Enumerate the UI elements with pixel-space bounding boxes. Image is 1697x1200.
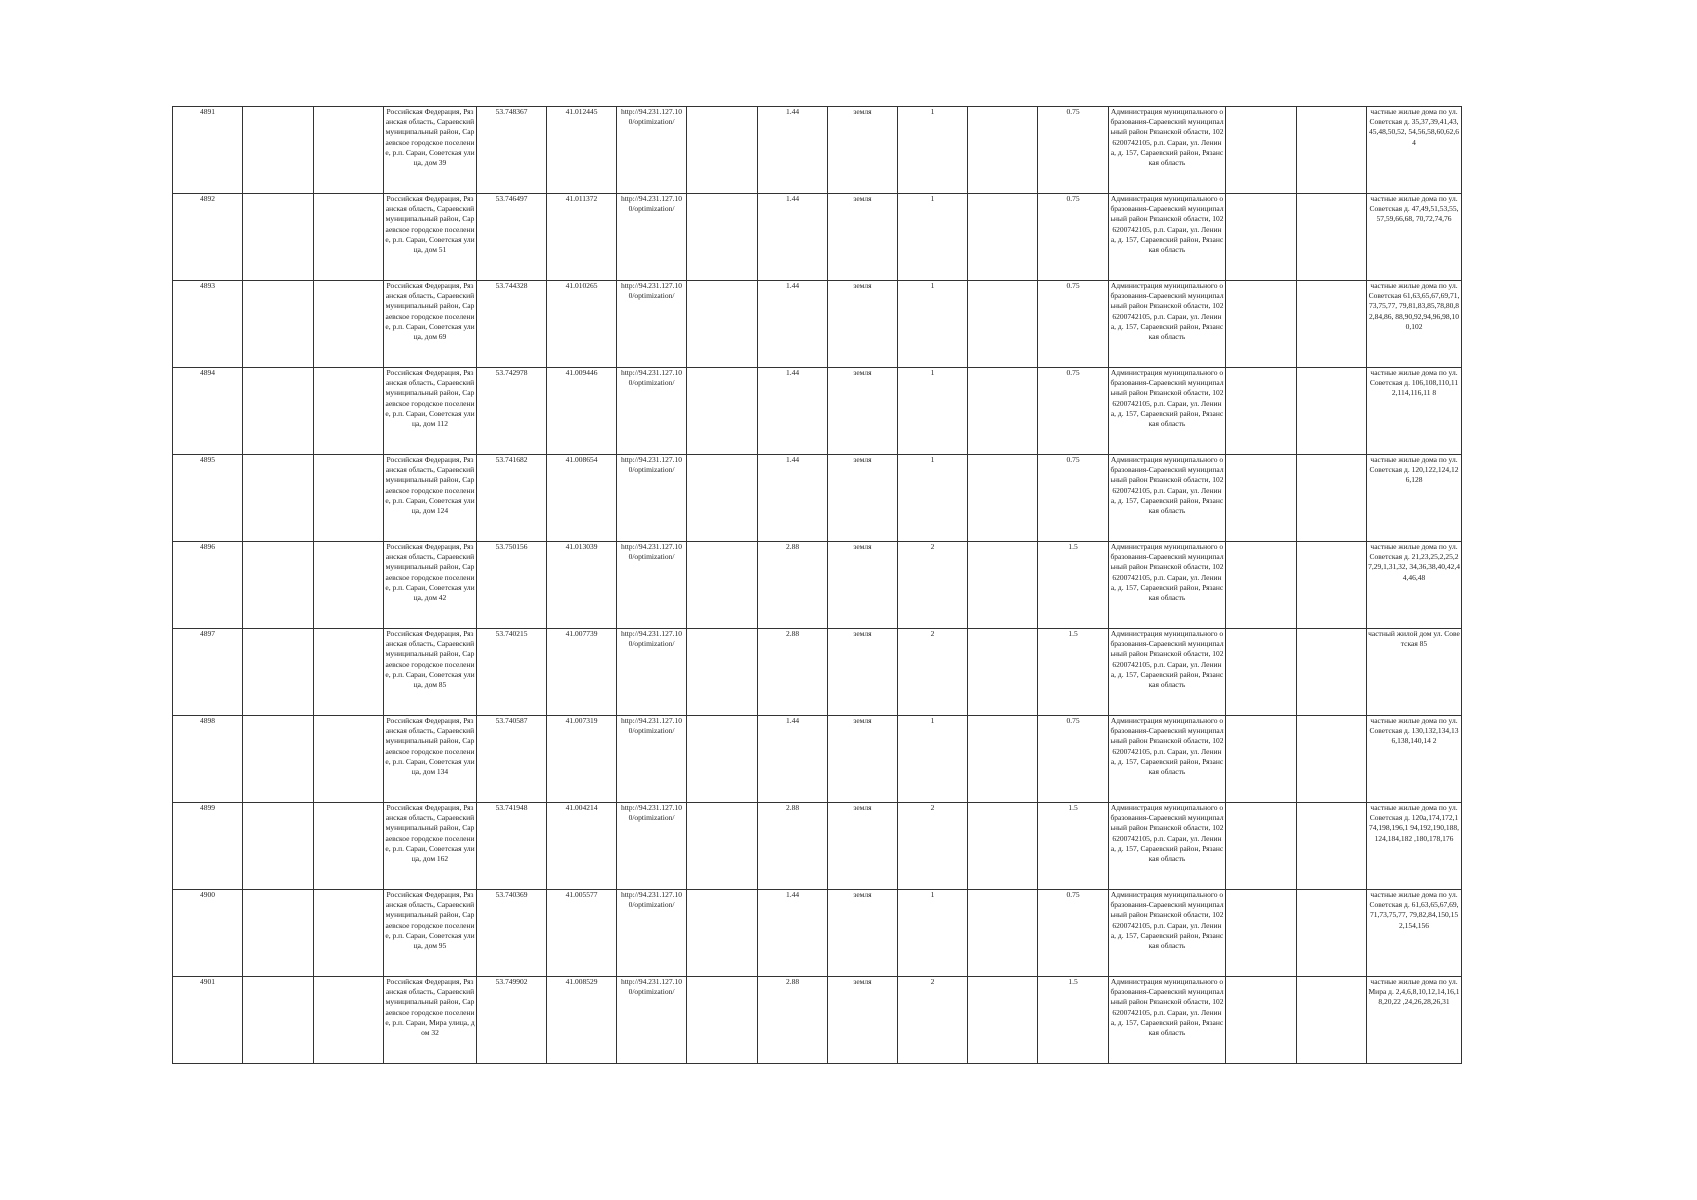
table-row (173, 716, 1462, 803)
table-row (173, 194, 1462, 281)
longitude-cell: 41.007319 (547, 716, 617, 803)
latitude-cell: 53.749902 (477, 977, 547, 1064)
empty-cell (1297, 803, 1367, 890)
row-id: 4893 (173, 281, 243, 368)
table-row (173, 455, 1462, 542)
url-cell: http://94.231.127.10 0/optimization/ (617, 542, 687, 629)
address-cell: Российская Федерация, Рязанская область, Сараевский муниципальный район, Сараевское городское поселение, р.п. Сараи, Советская улица, дом 69 (384, 281, 477, 368)
empty-cell (243, 281, 314, 368)
volume-cell: 1.5 (1038, 803, 1109, 890)
empty-cell (1226, 629, 1297, 716)
empty-cell (1226, 368, 1297, 455)
container-count-cell: 1 (898, 716, 968, 803)
empty-cell (1297, 455, 1367, 542)
empty-cell (1226, 194, 1297, 281)
empty-cell (243, 890, 314, 977)
latitude-cell: 53.741682 (477, 455, 547, 542)
container-count-cell: 1 (898, 368, 968, 455)
sources-cell: частные жилые дома по ул. Мира д. 2,4,6,8,10,12,14,16,18,20,22 ,24,26,28,26,31 (1367, 977, 1462, 1064)
empty-cell (243, 194, 314, 281)
container-count-cell: 1 (898, 281, 968, 368)
volume-cell: 1.5 (1038, 977, 1109, 1064)
material-cell: земля (828, 542, 898, 629)
empty-cell (687, 368, 758, 455)
material-cell: земля (828, 281, 898, 368)
empty-cell (314, 542, 384, 629)
empty-cell (968, 629, 1038, 716)
address-cell: Российская Федерация, Рязанская область, Сараевский муниципальный район, Сараевское городское поселение, р.п. Сараи, Советская улица, дом 51 (384, 194, 477, 281)
sources-cell: частные жилые дома по ул. Советская д. 130,132,134,136,138,140,14 2 (1367, 716, 1462, 803)
sources-cell: частные жилые дома по ул. Советская д. 106,108,110,112,114,116,11 8 (1367, 368, 1462, 455)
volume-cell: 0.75 (1038, 890, 1109, 977)
latitude-cell: 53.741948 (477, 803, 547, 890)
material-cell: земля (828, 716, 898, 803)
volume-cell: 0.75 (1038, 281, 1109, 368)
empty-cell (314, 977, 384, 1064)
container-count-cell: 1 (898, 455, 968, 542)
row-id: 4901 (173, 977, 243, 1064)
row-id: 4900 (173, 890, 243, 977)
row-id: 4899 (173, 803, 243, 890)
owner-cell: Администрация муниципального образования-Сараевский муниципальный район Рязанской области, 1026200742105, р.п. Сараи, ул. Ленина, д. 157, Сараевский район, Рязанская область (1109, 194, 1226, 281)
empty-cell (687, 281, 758, 368)
empty-cell (314, 629, 384, 716)
owner-cell: Администрация муниципального образования-Сараевский муниципальный район Рязанской области, 1026200742105, р.п. Сараи, ул. Ленина, д. 157, Сараевский район, Рязанская область (1109, 890, 1226, 977)
material-cell: земля (828, 455, 898, 542)
area-cell: 2.88 (758, 629, 828, 716)
row-id: 4894 (173, 368, 243, 455)
material-cell: земля (828, 803, 898, 890)
empty-cell (1297, 629, 1367, 716)
address-cell: Российская Федерация, Рязанская область, Сараевский муниципальный район, Сараевское городское поселение, р.п. Сараи, Советская улица, дом 134 (384, 716, 477, 803)
volume-cell: 0.75 (1038, 716, 1109, 803)
latitude-cell: 53.740369 (477, 890, 547, 977)
address-cell: Российская Федерация, Рязанская область, Сараевский муниципальный район, Сараевское городское поселение, р.п. Сараи, Советская улица, дом 85 (384, 629, 477, 716)
container-count-cell: 2 (898, 542, 968, 629)
volume-cell: 0.75 (1038, 107, 1109, 194)
owner-cell: Администрация муниципального образования-Сараевский муниципальный район Рязанской области, 1026200742105, р.п. Сараи, ул. Ленина, д. 157, Сараевский район, Рязанская область (1109, 455, 1226, 542)
empty-cell (687, 977, 758, 1064)
empty-cell (968, 977, 1038, 1064)
row-id: 4891 (173, 107, 243, 194)
longitude-cell: 41.010265 (547, 281, 617, 368)
url-cell: http://94.231.127.10 0/optimization/ (617, 455, 687, 542)
empty-cell (243, 629, 314, 716)
empty-cell (1297, 716, 1367, 803)
empty-cell (314, 107, 384, 194)
url-cell: http://94.231.127.10 0/optimization/ (617, 629, 687, 716)
empty-cell (968, 542, 1038, 629)
empty-cell (968, 803, 1038, 890)
owner-cell: Администрация муниципального образования-Сараевский муниципальный район Рязанской области, 1026200742105, р.п. Сараи, ул. Ленина, д. 157, Сараевский район, Рязанская область (1109, 629, 1226, 716)
url-cell: http://94.231.127.10 0/optimization/ (617, 803, 687, 890)
empty-cell (1297, 368, 1367, 455)
row-id: 4895 (173, 455, 243, 542)
empty-cell (968, 107, 1038, 194)
empty-cell (243, 107, 314, 194)
empty-cell (687, 629, 758, 716)
sources-cell: частный жилой дом ул. Советская 85 (1367, 629, 1462, 716)
address-cell: Российская Федерация, Рязанская область, Сараевский муниципальный район, Сараевское городское поселение, р.п. Сараи, Советская улица, дом 162 (384, 803, 477, 890)
url-cell: http://94.231.127.10 0/optimization/ (617, 194, 687, 281)
owner-cell: Администрация муниципального образования-Сараевский муниципальный район Рязанской области, 1026200742105, р.п. Сараи, ул. Ленина, д. 157, Сараевский район, Рязанская область (1109, 542, 1226, 629)
volume-cell: 0.75 (1038, 194, 1109, 281)
material-cell: земля (828, 194, 898, 281)
empty-cell (243, 368, 314, 455)
empty-cell (1297, 890, 1367, 977)
longitude-cell: 41.009446 (547, 368, 617, 455)
row-id: 4892 (173, 194, 243, 281)
longitude-cell: 41.008529 (547, 977, 617, 1064)
sources-cell: частные жилые дома по ул. Советская д. 47,49,51,53,55,57,59,66,68, 70,72,74,76 (1367, 194, 1462, 281)
address-cell: Российская Федерация, Рязанская область, Сараевский муниципальный район, Сараевское городское поселение, р.п. Сараи, Советская улица, дом 112 (384, 368, 477, 455)
empty-cell (1226, 542, 1297, 629)
sources-cell: частные жилые дома по ул. Советская д. 35,37,39,41,43,45,48,50,52, 54,56,58,60,62,64 (1367, 107, 1462, 194)
material-cell: земля (828, 977, 898, 1064)
latitude-cell: 53.740587 (477, 716, 547, 803)
volume-cell: 1.5 (1038, 629, 1109, 716)
owner-cell: Администрация муниципального образования-Сараевский муниципальный район Рязанской области, 1026200742105, р.п. Сараи, ул. Ленина, д. 157, Сараевский район, Рязанская область (1109, 281, 1226, 368)
empty-cell (968, 368, 1038, 455)
empty-cell (1297, 107, 1367, 194)
empty-cell (687, 542, 758, 629)
owner-cell: Администрация муниципального образования-Сараевский муниципальный район Рязанской области, 1026200742105, р.п. Сараи, ул. Ленина, д. 157, Сараевский район, Рязанская область (1109, 803, 1226, 890)
empty-cell (243, 455, 314, 542)
empty-cell (1226, 890, 1297, 977)
container-count-cell: 1 (898, 194, 968, 281)
longitude-cell: 41.012445 (547, 107, 617, 194)
sources-cell: частные жилые дома по ул. Советская д. 120,122,124,126,128 (1367, 455, 1462, 542)
empty-cell (687, 803, 758, 890)
empty-cell (1226, 803, 1297, 890)
empty-cell (243, 542, 314, 629)
area-cell: 1.44 (758, 368, 828, 455)
latitude-cell: 53.750156 (477, 542, 547, 629)
longitude-cell: 41.013039 (547, 542, 617, 629)
row-id: 4896 (173, 542, 243, 629)
material-cell: земля (828, 890, 898, 977)
empty-cell (687, 194, 758, 281)
address-cell: Российская Федерация, Рязанская область, Сараевский муниципальный район, Сараевское городское поселение, р.п. Сараи, Советская улица, дом 39 (384, 107, 477, 194)
sources-cell: частные жилые дома по ул. Советская д. 21,23,25,2,25,27,29,1,31,32, 34,36,38,40,42,44,46,48 (1367, 542, 1462, 629)
sources-cell: частные жилые дома по ул. Советская д. 120а,174,172,174,198,196,1 94,192,190,188,124,184,182 ,180,178,176 (1367, 803, 1462, 890)
registry-table (172, 106, 1462, 1064)
area-cell: 2.88 (758, 803, 828, 890)
owner-cell: Администрация муниципального образования-Сараевский муниципальный район Рязанской области, 1026200742105, р.п. Сараи, ул. Ленина, д. 157, Сараевский район, Рязанская область (1109, 716, 1226, 803)
empty-cell (243, 977, 314, 1064)
empty-cell (1226, 455, 1297, 542)
empty-cell (314, 281, 384, 368)
latitude-cell: 53.740215 (477, 629, 547, 716)
address-cell: Российская Федерация, Рязанская область, Сараевский муниципальный район, Сараевское городское поселение, р.п. Сараи, Советская улица, дом 124 (384, 455, 477, 542)
empty-cell (1226, 716, 1297, 803)
empty-cell (687, 107, 758, 194)
area-cell: 1.44 (758, 890, 828, 977)
empty-cell (314, 803, 384, 890)
empty-cell (968, 281, 1038, 368)
area-cell: 1.44 (758, 194, 828, 281)
table-row (173, 107, 1462, 194)
address-cell: Российская Федерация, Рязанская область, Сараевский муниципальный район, Сараевское городское поселение, р.п. Сараи, Советская улица, дом 42 (384, 542, 477, 629)
sources-cell: частные жилые дома по ул. Советская д. 61,63,65,67,69,71,73,75,77, 79,82,84,150,152,154,156 (1367, 890, 1462, 977)
row-id: 4898 (173, 716, 243, 803)
empty-cell (1297, 281, 1367, 368)
row-id: 4897 (173, 629, 243, 716)
table-row (173, 281, 1462, 368)
empty-cell (1226, 281, 1297, 368)
latitude-cell: 53.742978 (477, 368, 547, 455)
url-cell: http://94.231.127.10 0/optimization/ (617, 977, 687, 1064)
table-row (173, 890, 1462, 977)
area-cell: 1.44 (758, 107, 828, 194)
empty-cell (1297, 977, 1367, 1064)
empty-cell (314, 455, 384, 542)
latitude-cell: 53.748367 (477, 107, 547, 194)
url-cell: http://94.231.127.10 0/optimization/ (617, 890, 687, 977)
longitude-cell: 41.005577 (547, 890, 617, 977)
area-cell: 1.44 (758, 716, 828, 803)
table-row (173, 803, 1462, 890)
empty-cell (1226, 107, 1297, 194)
empty-cell (687, 716, 758, 803)
longitude-cell: 41.004214 (547, 803, 617, 890)
container-count-cell: 2 (898, 803, 968, 890)
longitude-cell: 41.007739 (547, 629, 617, 716)
owner-cell: Администрация муниципального образования-Сараевский муниципальный район Рязанской области, 1026200742105, р.п. Сараи, ул. Ленина, д. 157, Сараевский район, Рязанская область (1109, 107, 1226, 194)
container-count-cell: 1 (898, 890, 968, 977)
empty-cell (314, 716, 384, 803)
container-count-cell: 2 (898, 977, 968, 1064)
owner-cell: Администрация муниципального образования-Сараевский муниципальный район Рязанской области, 1026200742105, р.п. Сараи, ул. Ленина, д. 157, Сараевский район, Рязанская область (1109, 977, 1226, 1064)
table-row (173, 542, 1462, 629)
volume-cell: 0.75 (1038, 368, 1109, 455)
empty-cell (1226, 977, 1297, 1064)
volume-cell: 0.75 (1038, 455, 1109, 542)
area-cell: 1.44 (758, 455, 828, 542)
empty-cell (968, 890, 1038, 977)
url-cell: http://94.231.127.10 0/optimization/ (617, 281, 687, 368)
table-row (173, 368, 1462, 455)
volume-cell: 1.5 (1038, 542, 1109, 629)
latitude-cell: 53.746497 (477, 194, 547, 281)
longitude-cell: 41.011372 (547, 194, 617, 281)
empty-cell (243, 716, 314, 803)
table-row (173, 629, 1462, 716)
url-cell: http://94.231.127.10 0/optimization/ (617, 107, 687, 194)
empty-cell (314, 890, 384, 977)
empty-cell (687, 455, 758, 542)
url-cell: http://94.231.127.10 0/optimization/ (617, 716, 687, 803)
material-cell: земля (828, 107, 898, 194)
empty-cell (968, 716, 1038, 803)
empty-cell (314, 194, 384, 281)
latitude-cell: 53.744328 (477, 281, 547, 368)
address-cell: Российская Федерация, Рязанская область, Сараевский муниципальный район, Сараевское городское поселение, р.п. Сараи, Мира улица, дом 32 (384, 977, 477, 1064)
address-cell: Российская Федерация, Рязанская область, Сараевский муниципальный район, Сараевское городское поселение, р.п. Сараи, Советская улица, дом 95 (384, 890, 477, 977)
area-cell: 1.44 (758, 281, 828, 368)
table-row (173, 977, 1462, 1064)
empty-cell (314, 368, 384, 455)
empty-cell (968, 455, 1038, 542)
longitude-cell: 41.008654 (547, 455, 617, 542)
material-cell: земля (828, 368, 898, 455)
owner-cell: Администрация муниципального образования-Сараевский муниципальный район Рязанской области, 1026200742105, р.п. Сараи, ул. Ленина, д. 157, Сараевский район, Рязанская область (1109, 368, 1226, 455)
area-cell: 2.88 (758, 542, 828, 629)
url-cell: http://94.231.127.10 0/optimization/ (617, 368, 687, 455)
material-cell: земля (828, 629, 898, 716)
container-count-cell: 2 (898, 629, 968, 716)
empty-cell (243, 803, 314, 890)
empty-cell (968, 194, 1038, 281)
registry-rows (173, 107, 1462, 1064)
empty-cell (1297, 542, 1367, 629)
sources-cell: частные жилые дома по ул. Советская 61,63,65,67,69,71,73,75,77, 79,81,83,85,78,80,82,84,86, 88,90,92,94,96,98,100,102 (1367, 281, 1462, 368)
empty-cell (1297, 194, 1367, 281)
container-count-cell: 1 (898, 107, 968, 194)
empty-cell (687, 890, 758, 977)
area-cell: 2.88 (758, 977, 828, 1064)
